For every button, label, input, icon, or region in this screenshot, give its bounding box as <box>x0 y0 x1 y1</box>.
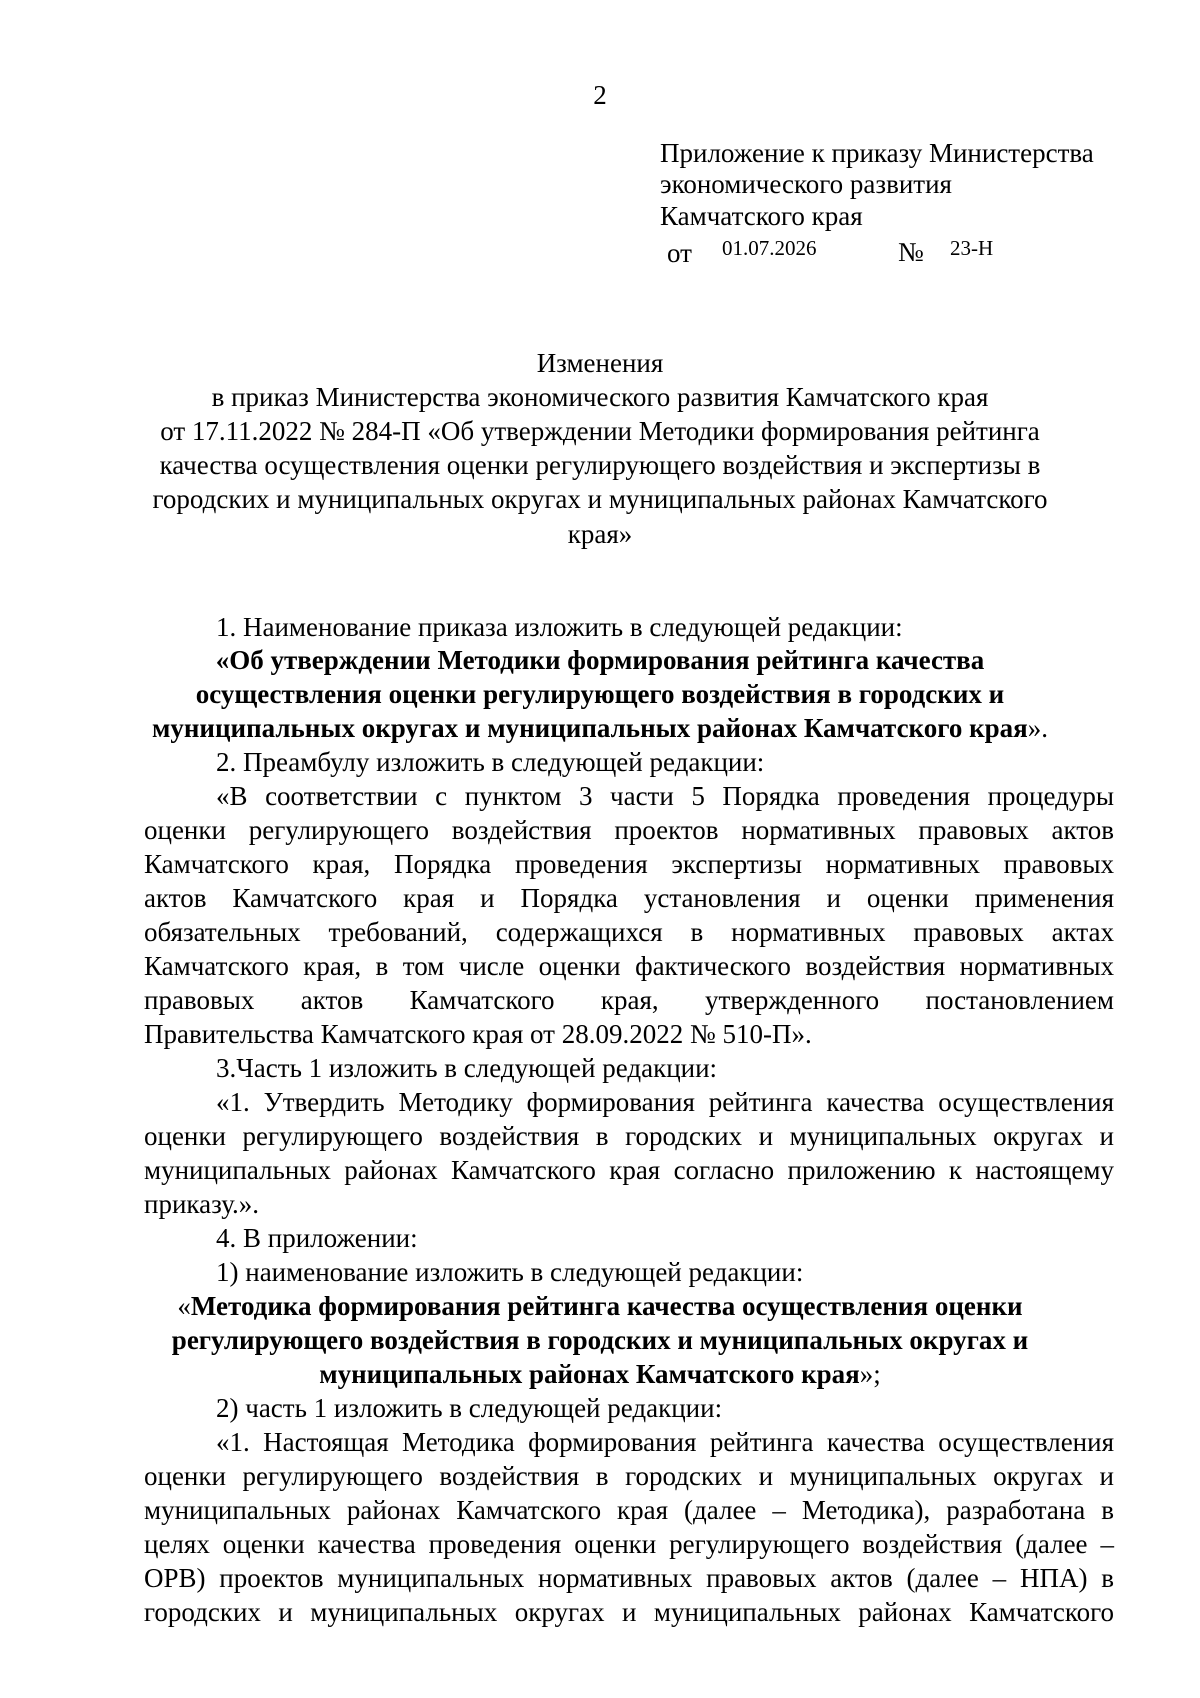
item-5-line-1: «1. Настоящая Методика формирования рейтинга качества осуществления <box>216 1427 1114 1457</box>
title-line-1: в приказ Министерства экономического развития Камчатского края <box>211 382 989 412</box>
item-5-line-3: муниципальных районах Камчатского края (далее – Методика), разработана в <box>144 1495 1114 1525</box>
item-2-line-2: оценки регулирующего воздействия проектов нормативных правовых актов <box>144 815 1114 845</box>
item-1-bold-line-1: «Об утверждении Методики формирования рейтинга качества <box>215 645 985 675</box>
item-1-bold-line-3: муниципальных округах и муниципальных районах Камчатского края <box>151 713 1028 743</box>
appendix-line-1: Приложение к приказу Министерства <box>660 138 1094 168</box>
item-2-line-8: Правительства Камчатского края от 28.09.2022 № 510-П». <box>144 1019 812 1049</box>
appendix-number-label: № <box>898 237 924 267</box>
appendix-number: 23-Н <box>950 236 994 260</box>
item-5-line-4: целях оценки качества проведения оценки регулирующего воздействия (далее – <box>144 1529 1114 1559</box>
item-2-line-6: Камчатского края, в том числе оценки фактического воздействия нормативных <box>144 951 1114 981</box>
title-heading: Изменения <box>536 348 664 378</box>
item-5-line-2: оценки регулирующего воздействия в городских и муниципальных округах и <box>144 1461 1114 1491</box>
item-5-line-5: ОРВ) проектов муниципальных нормативных правовых актов (далее – НПА) в <box>144 1563 1114 1593</box>
item-2-line-7: правовых актов Камчатского края, утвержденного постановлением <box>144 985 1114 1015</box>
item-4-sub-1: 1) наименование изложить в следующей редакции: <box>216 1257 804 1287</box>
item-4-sub-2: 2) часть 1 изложить в следующей редакции: <box>216 1393 723 1423</box>
item-5-line-6: городских и муниципальных округах и муниципальных районах Камчатского <box>144 1597 1114 1627</box>
item-3-intro: 3.Часть 1 изложить в следующей редакции: <box>216 1053 718 1083</box>
title-line-2: от 17.11.2022 № 284-П «Об утверждении Методики формирования рейтинга <box>160 416 1040 446</box>
appendix-from-label: от <box>667 238 692 268</box>
item-4-close-quote: »; <box>859 1359 881 1389</box>
item-2-line-5: обязательных требований, содержащихся в нормативных правовых актах <box>144 917 1114 947</box>
item-1-close-quote: ». <box>1027 713 1049 743</box>
appendix-line-2: экономического развития <box>660 169 952 199</box>
item-3-line-3: муниципальных районах Камчатского края согласно приложению к настоящему <box>144 1155 1114 1185</box>
item-2-line-3: Камчатского края, Порядка проведения экспертизы нормативных правовых <box>144 849 1114 879</box>
appendix-line-3: Камчатского края <box>660 201 863 231</box>
page-number: 2 <box>593 80 607 110</box>
title-line-3: качества осуществления оценки регулирующего воздействия и экспертизы в <box>159 450 1041 480</box>
item-4-intro: 4. В приложении: <box>216 1223 418 1253</box>
appendix-date: 01.07.2026 <box>722 236 817 260</box>
item-1-bold-line-3-row <box>0 712 1200 745</box>
item-4-bold-line-3: муниципальных районах Камчатского края <box>319 1359 860 1389</box>
item-4-open-quote: « <box>177 1291 191 1321</box>
item-3-line-1: «1. Утвердить Методику формирования рейтинга качества осуществления <box>216 1087 1114 1117</box>
item-2-intro: 2. Преамбулу изложить в следующей редакции: <box>216 747 765 777</box>
item-1-intro: 1. Наименование приказа изложить в следующей редакции: <box>216 612 903 642</box>
item-4-bold-line-1: Методика формирования рейтинга качества осуществления оценки <box>190 1291 1023 1321</box>
item-2-line-4: актов Камчатского края и Порядка установления и оценки применения <box>144 883 1114 913</box>
title-line-5: края» <box>567 519 633 549</box>
item-4-bold-line-1-row <box>0 1290 1200 1323</box>
item-3-line-2: оценки регулирующего воздействия в городских и муниципальных округах и <box>144 1121 1114 1151</box>
item-1-bold-line-2: осуществления оценки регулирующего воздействия в городских и <box>195 679 1005 709</box>
item-3-line-4: приказу.». <box>144 1189 259 1219</box>
item-4-bold-line-3-row <box>0 1358 1200 1391</box>
title-line-4: городских и муниципальных округах и муниципальных районах Камчатского <box>152 484 1048 514</box>
item-2-line-1: «В соответствии с пунктом 3 части 5 Порядка проведения процедуры <box>216 781 1114 811</box>
item-4-bold-line-2: регулирующего воздействия в городских и муниципальных округах и <box>171 1325 1029 1355</box>
